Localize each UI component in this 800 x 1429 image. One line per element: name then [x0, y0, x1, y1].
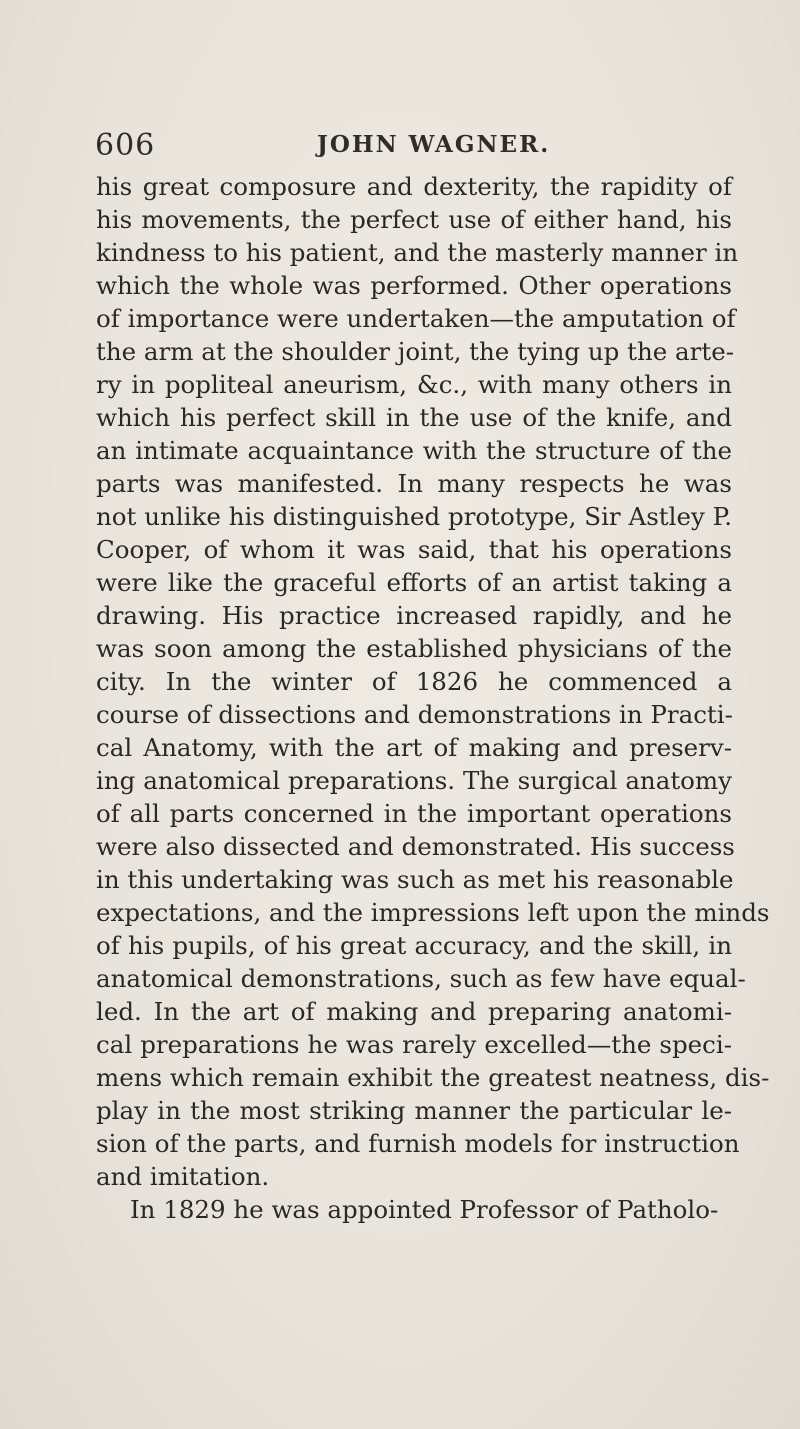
text-line: his movements, the perfect use of either hand, his: [96, 205, 732, 234]
text-line: city. In the winter of 1826 he commenced a: [96, 667, 732, 696]
text-line: were like the graceful efforts of an artist taking a: [96, 568, 732, 597]
text-line: of importance were undertaken—the amputation of: [96, 304, 736, 333]
text-line: ing anatomical preparations. The surgical anatomy: [96, 766, 732, 795]
text-line: cal preparations he was rarely excelled—the speci-: [96, 1030, 732, 1059]
text-line: In 1829 he was appointed Professor of Patholo-: [130, 1195, 719, 1224]
text-line: an intimate acquaintance with the structure of the: [96, 436, 732, 465]
text-line: led. In the art of making and preparing anatomi-: [96, 997, 732, 1026]
paragraph: [96, 170, 770, 1193]
text-line: and imitation.: [96, 1162, 270, 1191]
text-line: which the whole was performed. Other operations: [96, 271, 732, 300]
text-line: drawing. His practice increased rapidly, and he: [96, 601, 732, 630]
text-line: were also dissected and demonstrated. His success: [96, 832, 735, 861]
text-line: expectations, and the impressions left upon the minds: [96, 898, 770, 927]
text-line: which his perfect skill in the use of the knife, and: [96, 403, 732, 432]
text-line: kindness to his patient, and the masterly manner in: [96, 238, 739, 267]
text-line: ry in popliteal aneurism, &c., with many others in: [96, 370, 732, 399]
text-line: course of dissections and demonstrations in Practi-: [96, 700, 733, 729]
text-line: was soon among the established physicians of the: [96, 634, 732, 663]
paragraph: [96, 1193, 732, 1226]
text-line: cal Anatomy, with the art of making and preserv-: [96, 733, 732, 762]
text-line: parts was manifested. In many respects he was: [96, 469, 732, 498]
text-line: of his pupils, of his great accuracy, and the skill, in: [96, 931, 732, 960]
text-line: anatomical demonstrations, such as few have equal-: [96, 964, 746, 993]
text-line: Cooper, of whom it was said, that his operations: [96, 535, 732, 564]
page-number: 606: [95, 128, 156, 163]
text-line: sion of the parts, and furnish models for instruction: [96, 1129, 740, 1158]
body-text: [96, 170, 770, 1226]
text-line: play in the most striking manner the particular le-: [96, 1096, 732, 1125]
text-line: the arm at the shoulder joint, the tying up the arte-: [96, 337, 734, 366]
text-line: of all parts concerned in the important operations: [96, 799, 732, 828]
text-line: in this undertaking was such as met his reasonable: [96, 865, 734, 894]
text-line: his great composure and dexterity, the rapidity of: [96, 172, 732, 201]
text-line: not unlike his distinguished prototype, Sir Astley P.: [96, 502, 732, 531]
running-head: JOHN WAGNER.: [317, 131, 551, 158]
text-line: mens which remain exhibit the greatest neatness, dis-: [96, 1063, 770, 1092]
